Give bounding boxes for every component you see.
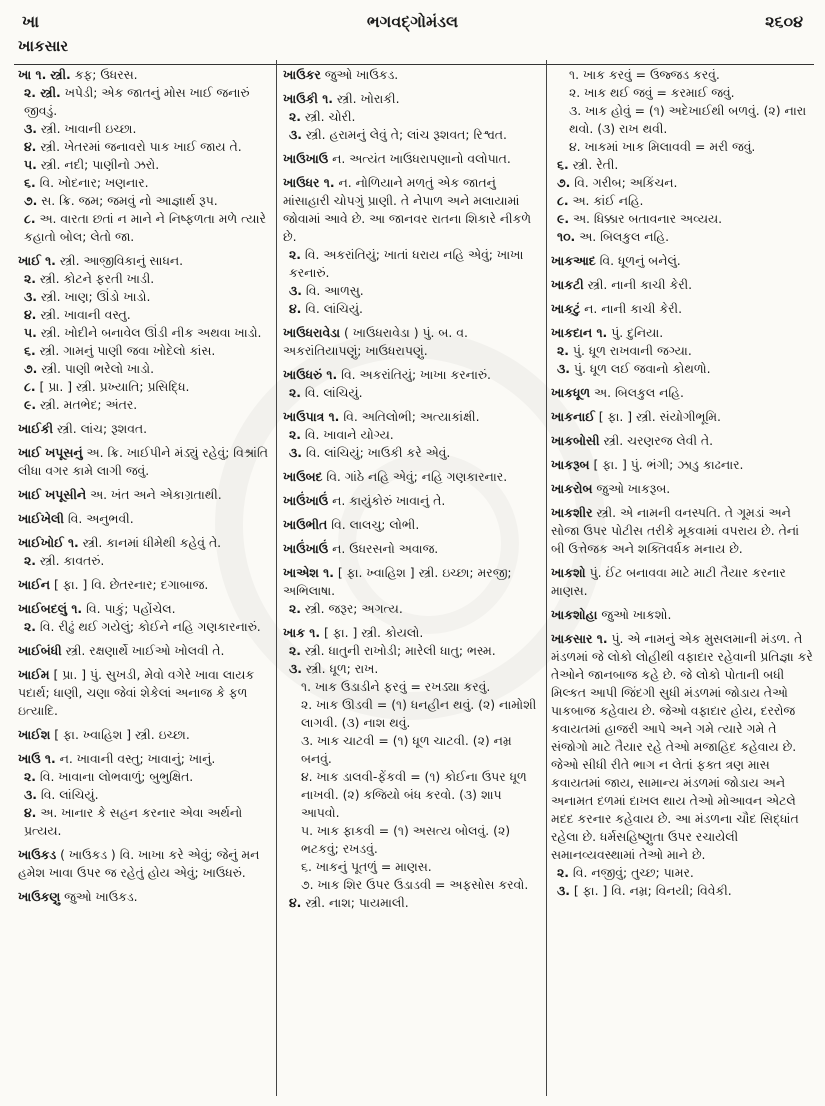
entry-headword-line: ખાઈબંધી સ્ત્રી. રક્ષણાર્થે ખાઈઓ ખોલવી તે. [18,643,225,658]
entry-sense-line: ૮. [ પ્રા. ] સ્ત્રી. પ્રખ્યાતિ; પ્રસિદ્ધિ. [24,379,190,394]
entry-sense-line: ૫. ખાક ફાકવી = (૧) અસત્ય બોલવું. (૨) ભટકવું; રખડવું. [301,823,511,856]
entry-sense-line: ૨. વિ. ખાવાના લોભવાળું; બુભુક્ષિત. [24,769,194,784]
header-left-word: ખા [22,12,40,31]
dictionary-entry [551,630,813,900]
entry-sense-line: ૪. સ્ત્રી. ખેતરમાં જનાવરો પાક ખાઈ જાય તે. [24,139,242,154]
entry-headword-line: ખાકશો પું. ઈંટ બનાવવા માટે માટી તૈયાર કરનાર માણસ. [551,565,786,598]
entry-headword-line: ખાકઆદ વિ. ધૂળનું બનેલું. [551,253,681,268]
entry-headword-line: ખાઉકડ ( ખાઉકડ ) વિ. ખાખા કરે એવું; જેનું મન હમેશ ખાવા ઉપર જ રહેતું હોય એવું; ખાઉધરું. [18,847,260,880]
dictionary-entry [551,606,813,624]
entry-headword-line: ખાઉધર ૧. ન. નોળિયાને મળતું એક જાતનું માંસાહારી ચોપગું પ્રાણી. તે નેપાળ અને મલાયામાં જોવામાં આવે છે. આ જાનવર રાતના શિકારે નીકળે છે. [283,175,532,244]
column-2 [283,66,541,1100]
dictionary-entry [18,420,271,438]
entry-headword-line: ખાકબોસી સ્ત્રી. ચરણરજ લેવી તે. [551,433,714,448]
dictionary-entry [551,456,813,474]
entry-headword-line: ૧. ખાક કરવું = ઉજ્જડ કરવું. [569,67,720,82]
entry-headword-line: ખા ૧. સ્ત્રી. કફ; ઉધરસ. [18,67,138,82]
entry-sense-line: ૭. ખાક શિર ઉપર ઉડાડવી = અફસોસ કરવો. [301,877,529,892]
entry-headword-line: ખાકનાઈ [ ફા. ] સ્ત્રી. સંયોગીભૂમિ. [551,409,721,424]
dictionary-entry [283,90,541,144]
entry-headword-line: ખાકશોહા જુઓ ખાકશો. [551,607,672,622]
dictionary-entry [18,600,271,636]
entry-headword-line: ખાઈકી સ્ત્રી. લાંચ; રૂશવત. [18,421,148,436]
entry-sense-line: ૩. પું. ધૂળ લઈ જવાનો કોથળો. [557,361,711,376]
entry-headword-line: ખાઉ ૧. ન. ખાવાની વસ્તુ; ખાવાનું; ખાનું. [18,751,216,766]
column-1 [18,66,271,1100]
entry-sense-line: ૬. વિ. ખોદનાર; ખણનાર. [24,175,149,190]
entry-sense-line: ૪. ખાક ડાલવી-ફેંકવી = (૧) કોઈના ઉપર ધૂળ નાખવી. (૨) કજિયો બંધ કરવો. (૩) શાપ આપવો. [301,769,527,820]
dictionary-entry [18,486,271,504]
dictionary-entry [283,564,541,618]
dictionary-entry [18,66,271,246]
entry-sense-line: ૩. [ ફા. ] વિ. નમ્ર; વિનયી; વિવેકી. [557,883,732,898]
entry-sense-line: ૩. ખાક હોવું = (૧) અદેખાઈથી બળવું. (૨) નારા થવો. (૩) રાખ થવી. [569,103,807,136]
dictionary-entry [283,468,541,486]
entry-sense-line: ૯. સ્ત્રી. મતભેદ; અંતર. [24,397,138,412]
entry-sense-line: ૫. સ્ત્રી. ખોદીને બનાવેલ ઊંડી નીક અથવા ખાડો. [24,325,262,340]
dictionary-entry [283,540,541,558]
dictionary-entry [283,174,541,318]
entry-sense-line: ૨. સ્ત્રી. ખપેડી; એક જાતનું મોસ ખાઈ જનારું જીવડું. [24,85,250,118]
dictionary-entry [18,534,271,570]
entry-sense-line: ૪. ખાકમાં ખાક મિલાવવી = મરી જવું. [569,139,756,154]
dictionary-entry [283,366,541,402]
entry-sense-line: ૨. સ્ત્રી. કોટને ફરતી ખાડી. [24,271,155,286]
entry-sense-line: ૮. અ. કાંઈ નહિ. [557,193,644,208]
entry-sense-line: ૩. વિ. લાંચિયું; ખાઉકી કરે એવું. [289,445,451,460]
dictionary-entry [551,504,813,558]
dictionary-entry [18,642,271,660]
page-title: ભગવદ્ગોમંડલ [366,12,459,31]
entry-headword-line: ખાઈ ૧. સ્ત્રી. આજીવિકાનું સાધન. [18,253,184,268]
entry-headword-line: ખાઉકર જુઓ ખાઉકડ. [283,67,399,82]
dictionary-entry [551,384,813,402]
entry-headword-line: ખાકસાર ૧. પું. એ નામનું એક મુસલમાની મંડળ. તે મંડળમાં જે લોકો લોહીથી વફાદાર રહેવાની પ્રતિજ્ઞા કરે તેઓને જાનબાજ કહે છે. જે લોકો પોતાની બધી મિલ્કત આપી જિંદગી સુધી મંડળમાં જોડાય તેઓ પાકબાજ કહેવાય છે. જેઓ વફાદાર હોય, દરરોજ કવાયતમાં હાજરી આપે અને ગમે ત્યારે ગમે તે સંજોગો માટે તૈયાર રહે તેઓ મજાહિદ કહેવાય છે. જેઓ સીધી રીતે ભાગ ન લેતાં ફક્ત ત્રણ માસ કવાયતમાં જાય, સામાન્ય મંડળમાં જોડાય અને અનામત દળમાં દાખલ થાય તેઓ મોઆવન એટલે મદદ કરનાર કહેવાય છે. આ મંડળના ચૌદ સિદ્ધાંત રહેલા છે. ધર્મસહિષ્ણુતા ઉપર રચાયેલી સમાનવ્યવસ્થામાં તેઓ માને છે. [551,631,813,862]
entry-headword-line: ખાઈખેલી વિ. અનુભવી. [18,511,134,526]
entry-headword-line: ખાઈમ [ પ્રા. ] પું. સુખડી, મેવો વગેરે ખાવા લાયક પદાર્થ; ધાણી, ચણા જેવાં શેકેલાં અનાજ કે ફળ ઇત્યાદિ. [18,667,255,718]
entry-sense-line: ૩. ખાક ચાટવી = (૧) ધૂળ ચાટવી. (૨) નમ્ર બનવું. [301,733,512,766]
entry-sense-line: ૭. વિ. ગરીબ; અકિંચન. [557,175,678,190]
dictionary-entry [551,252,813,270]
entry-headword-line: ખાઉંખાઉં ન. ઉધરસનો અવાજ. [283,541,439,556]
entry-headword-line: ખાઉધરું ૧. વિ. અકરાંતિયું; ખાખા કરનારું. [283,367,491,382]
dictionary-entry [18,888,271,906]
entry-headword-line: ખાઈન [ ફા. ] વિ. છેતરનાર; દગાબાજ. [18,577,209,592]
entry-sense-line: ૭. સ્ત્રી. પાણી ભરેલો ખાડો. [24,361,155,376]
entry-headword-line: ખાઉકી ૧. સ્ત્રી. ખોરાકી. [283,91,400,106]
entry-sense-line: ૨. વિ. રીઢું થઈ ગયેલું; કોઈને નહિ ગણકારનારું. [24,619,261,634]
entry-sense-line: ૨. સ્ત્રી. જરૂર; અગત્ય. [289,601,403,616]
entry-headword-line: ખાકટું ન. નાની કાચી કેરી. [551,301,683,316]
dictionary-entry [551,324,813,378]
entry-sense-line: ૨. વિ. નજીવું; તુચ્છ; પામર. [557,865,694,880]
dictionary-entry [283,624,541,912]
entry-headword-line: ખાઉધરાવેડા ( ખાઉધરાવેડા ) પું. બ. વ. અકરાંતિયાપણું; ખાઉધરાપણું. [283,325,468,358]
entry-headword-line: ખાઈ ખપૂસનું અ. ક્રિ. ખાઈપીને મંડ્યું રહેવું; વિશ્રાંતિ લીધા વગર કામે લાગી જવું. [18,445,268,478]
entry-headword-line: ખાઈ ખપૂસીને અ. ખંત અને એકાગ્રતાથી. [18,487,222,502]
dictionary-entry [18,252,271,414]
dictionary-entry [283,66,541,84]
entry-headword-line: ખાકધૂળ અ. બિલકુલ નહિ. [551,385,684,400]
entry-sense-line: ૬. સ્ત્રી. રેતી. [557,157,619,172]
entry-sense-line: ૪. વિ. લાંચિયું. [289,301,363,316]
entry-sense-line: ૨. સ્ત્રી. ધાતુની રાખોડી; મારેલી ધાતુ; ભસ્મ. [289,643,496,658]
entry-headword-line: ખાઈબદલું ૧. વિ. પાકું; પહોંચેલ. [18,601,176,616]
entry-sense-line: ૩. વિ. આળસુ. [289,283,364,298]
dictionary-entry [18,846,271,882]
entry-headword-line: ખાકટી સ્ત્રી. નાની કાચી કેરી. [551,277,693,292]
dictionary-entry [18,444,271,480]
entry-sense-line: ૨. સ્ત્રી. ચોરી. [289,109,356,124]
entry-sense-line: ૪. સ્ત્રી. ખાવાની વસ્તુ. [24,307,131,322]
entry-headword-line: ખાએશ ૧. [ ફા. ખ્વાહિશ ] સ્ત્રી. ઇચ્છા; મરજી; અભિલાષા. [283,565,512,598]
entry-sense-line: ૪. સ્ત્રી. નાશ; પાયમાલી. [289,895,409,910]
dictionary-entry [551,66,813,246]
dictionary-entry [551,408,813,426]
header-rule [14,64,814,65]
dictionary-entry [551,480,813,498]
dictionary-entry [551,276,813,294]
entry-sense-line: ૨. ખાક ઊડવી = (૧) ધનહીન થવું. (૨) નામોશી લાગવી. (૩) નાશ થવું. [301,697,537,730]
entry-headword-line: ખાઉબદ વિ. ગાંઠે નહિ એવું; નહિ ગણકારનાર. [283,469,508,484]
dictionary-entry [283,408,541,462]
column-divider [276,60,277,1096]
entry-sense-line: ૭. સ. ક્રિ. જમ; જમવું નો આજ્ઞાર્થ રૂપ. [24,193,218,208]
entry-sense-line: ૫. સ્ત્રી. નદી; પાણીનો ઝરો. [24,157,160,172]
dictionary-entry [18,510,271,528]
entry-sense-line: ૪. અ. ખાનાર કે સહન કરનાર એવા અર્થનો પ્રત્યય. [24,805,243,838]
entry-headword-line: ખાકરૂબ [ ફા. ] પું. ભંગી; ઝાડુ કાઢનાર. [551,457,744,472]
entry-headword-line: ખાઈખોઈ ૧. સ્ત્રી. કાનમાં ધીમેથી કહેવું તે. [18,535,222,550]
entry-headword-line: ખાઉપાત્ર ૧. વિ. અતિલોભી; અત્યાકાંક્ષી. [283,409,480,424]
dictionary-entry [551,564,813,600]
dictionary-entry [283,150,541,168]
dictionary-entry [551,432,813,450]
entry-sense-line: ૨. સ્ત્રી. કાવતરું. [24,553,105,568]
entry-headword-line: ખાક ૧. [ ફા. ] સ્ત્રી. કોયલો. [283,625,424,640]
entry-headword-line: ખાકરોબ જુઓ ખાકરૂબ. [551,481,671,496]
entry-headword-line: ખાકશીર સ્ત્રી. એ નામની વનસ્પતિ. તે ગૂમડાં અને સોજા ઉપર પોટીસ તરીકે મૂકવામાં વપરાય છે. તેનાં બી ઉત્તેજક અને શક્તિવર્ધક મનાય છે. [551,505,800,556]
entry-sense-line: ૨. વિ. ખાવાને યોગ્ય. [289,427,394,442]
entry-sense-line: ૩. સ્ત્રી. ધૂળ; રાખ. [289,661,379,676]
entry-headword-line: ખાઉભીત વિ. લાલચુ; લોભી. [283,517,420,532]
header-guide-word: ખાકસાર [18,37,69,55]
entry-headword-line: ખાઈશ [ ફા. ખ્વાહિશ ] સ્ત્રી. ઇચ્છા. [18,727,190,742]
entry-sense-line: ૧. ખાક ઉડાડીને ફરવું = રખડ્યા કરવું. [301,679,491,694]
column-divider [546,60,547,1096]
entry-sense-line: ૩. સ્ત્રી. ખાણ; ઊંડો ખાડો. [24,289,151,304]
entry-sense-line: ૨. ખાક થઈ જવું = કરમાઈ જવું. [569,85,735,100]
entry-sense-line: ૬. ખાકનું પૂતળું = માણસ. [301,859,432,874]
entry-sense-line: ૩. સ્ત્રી. હરામનું લેવું તે; લાંચ રૂશવત; રિશ્વત. [289,127,507,142]
entry-sense-line: ૨. વિ. અકરાંતિયું; ખાતાં ધરાય નહિ એવું; ખાખા કરનારું. [289,247,524,280]
dictionary-entry [18,726,271,744]
dictionary-entry [18,750,271,840]
dictionary-entry [18,666,271,720]
entry-sense-line: ૬. સ્ત્રી. ગામનું પાણી જવા ખોદેલો કાંસ. [24,343,216,358]
entry-headword-line: ખાઉંખાઉં ન. કાયુંકોરું ખાવાનું તે. [283,493,446,508]
dictionary-entry [18,576,271,594]
page-number: ૨૬૦૪ [765,12,803,31]
entry-sense-line: ૩. સ્ત્રી. ખાવાની ઇચ્છા. [24,121,137,136]
entry-sense-line: ૩. વિ. લાંચિયું. [24,787,99,802]
entry-headword-line: ખાઉખાઉ ન. અત્યંત ખાઉધરાપણાનો વલોપાત. [283,151,511,166]
entry-sense-line: ૨. વિ. લાંચિયું. [289,385,363,400]
entry-sense-line: ૯. અ. ધિક્કાર બતાવનાર અવ્યય. [557,211,723,226]
entry-sense-line: ૮. અ. વારતા છતાં ન માને ને નિષ્ફળતા મળે ત્યારે કહાતો બોલ; લેતો જા. [24,211,266,244]
dictionary-entry [283,492,541,510]
dictionary-entry [283,516,541,534]
dictionary-entry [283,324,541,360]
entry-headword-line: ખાઉકણુ જુઓ ખાઉકડ. [18,889,138,904]
column-3 [551,66,813,1100]
page-header [0,10,825,38]
dictionary-entry [551,300,813,318]
entry-headword-line: ખાકદાન ૧. પું. દુનિયા. [551,325,664,340]
entry-sense-line: ૨. પું. ધૂળ રાખવાની જગ્યા. [557,343,692,358]
entry-sense-line: ૧૦. અ. બિલકુલ નહિ. [557,229,670,244]
